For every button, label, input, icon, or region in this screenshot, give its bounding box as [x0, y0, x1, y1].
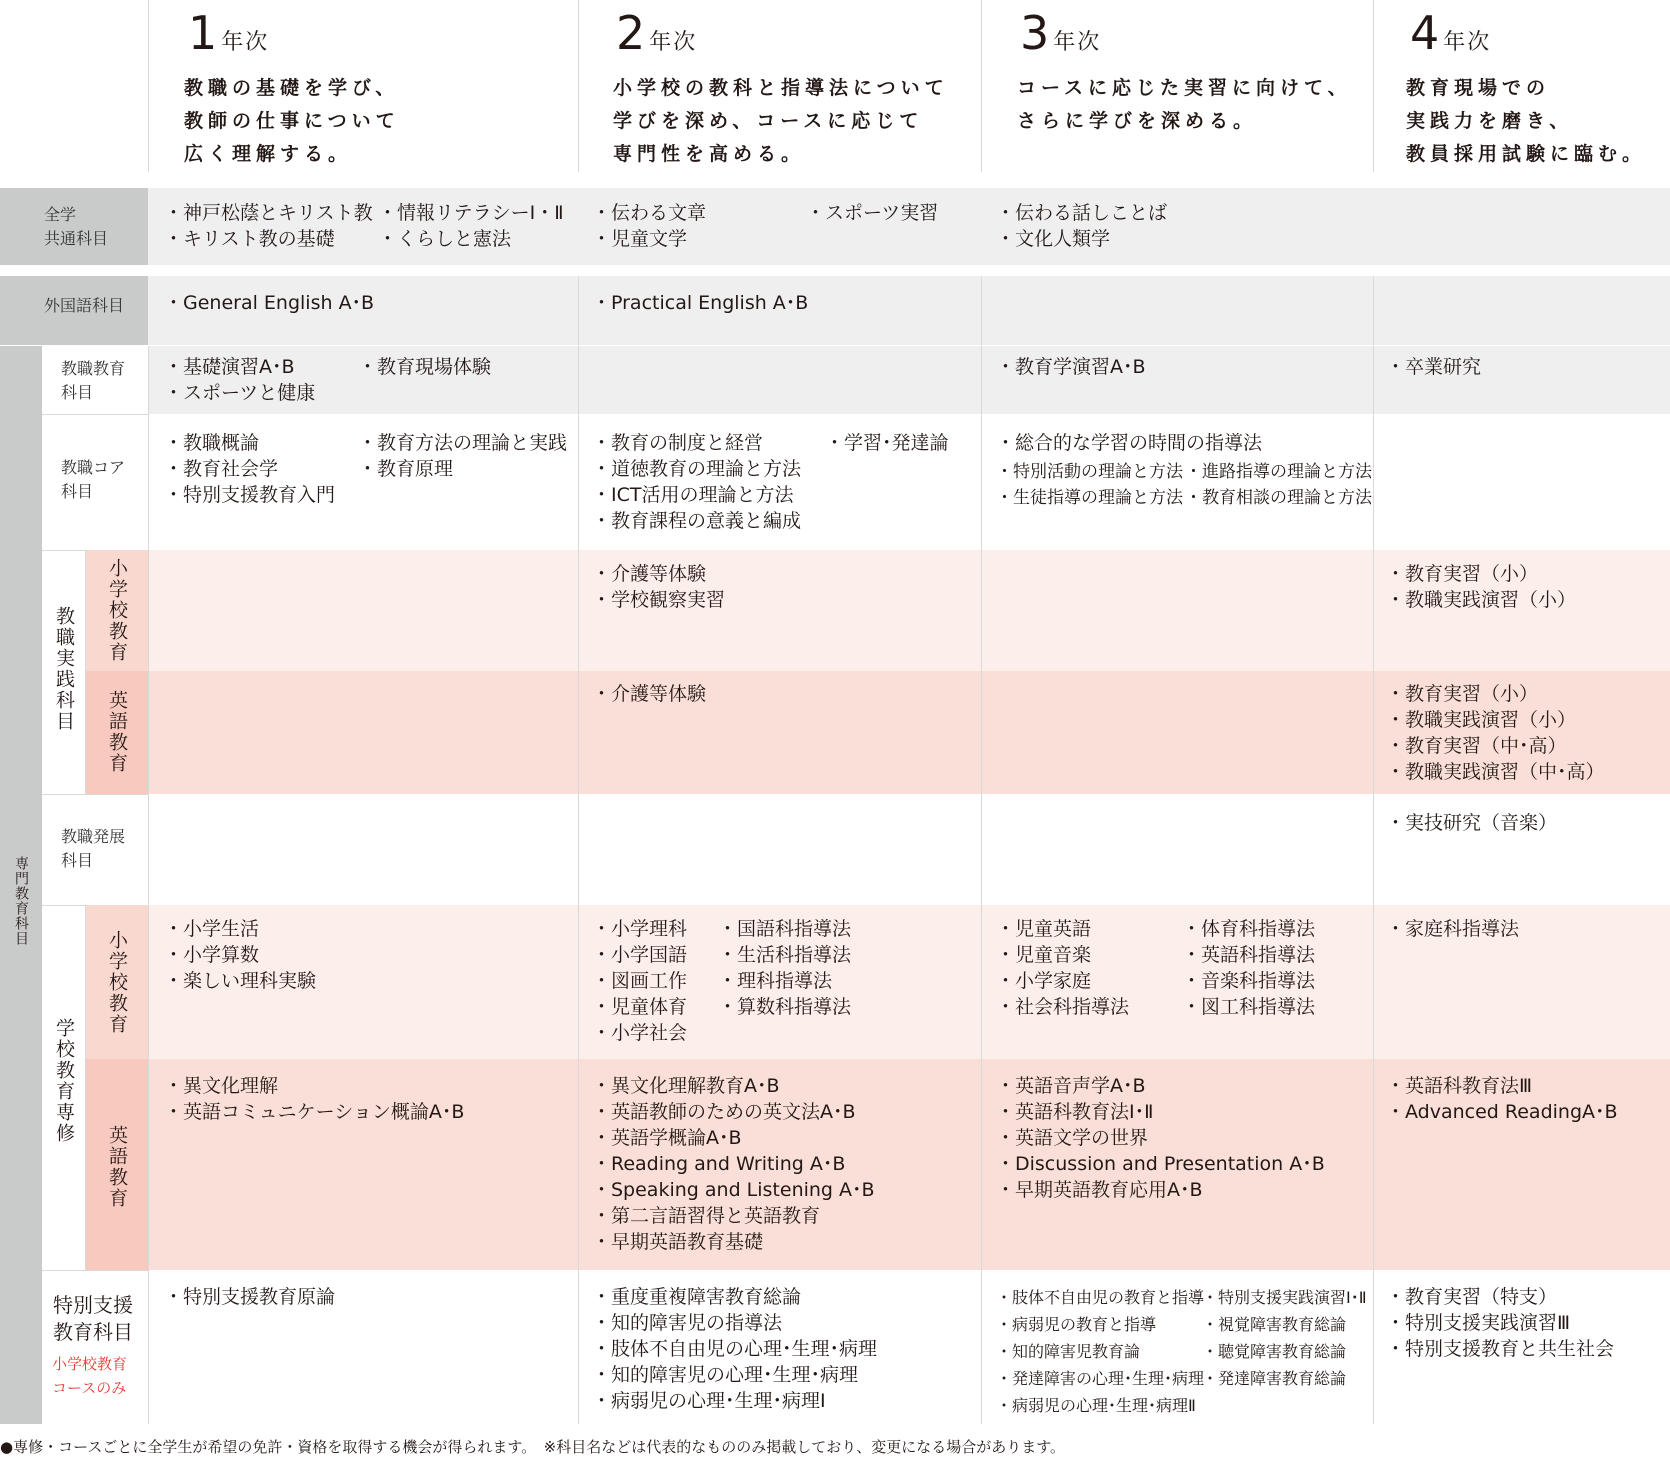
cell-core-y3-a	[996, 459, 1183, 511]
subject-item: ・英語学概論A･B	[592, 1127, 742, 1149]
year-desc-1	[184, 72, 400, 171]
divider	[981, 276, 982, 1424]
subject-item: ・キリスト教の基礎	[164, 228, 335, 250]
label-jissen-eng: 英語教育	[106, 690, 128, 774]
subject-item: ・体育科指導法	[1182, 918, 1316, 940]
label-gs-sho: 小学校教育	[106, 930, 128, 1035]
label-line: 教職コア	[61, 458, 126, 477]
subject-item: ・図画工作	[592, 970, 688, 992]
subject-item: ・Advanced ReadingA･B	[1386, 1101, 1618, 1123]
label-line: 全学	[44, 205, 77, 224]
subject-item: ・総合的な学習の時間の指導法	[996, 432, 1263, 454]
label-jissen-sho: 小学校教育	[106, 558, 128, 663]
subject-item: ・教育方法の理論と実践	[358, 432, 568, 454]
subject-item: ・社会科指導法	[996, 996, 1130, 1018]
subject-item: ・小学生活	[164, 918, 260, 940]
subject-item: ・教職実践演習（中･高）	[1386, 761, 1605, 783]
label-senmon: 専門教育科目	[13, 856, 29, 946]
subject-item: ・国語科指導法	[718, 918, 852, 940]
cell-gs-sho-y3-b	[1182, 916, 1315, 1020]
cell-gs-eng-y2	[592, 1073, 875, 1255]
label-line: 科目	[61, 482, 94, 501]
subject-item: ・教育現場体験	[358, 356, 492, 378]
subject-item: ・算数科指導法	[718, 996, 852, 1018]
cell-core-y1-a	[164, 430, 335, 508]
cell-gs-sho-y3-a	[996, 916, 1129, 1020]
subject-item: ・教育相談の理論と方法	[1185, 488, 1372, 508]
label-gs-eng: 英語教育	[106, 1125, 128, 1209]
subject-item: ・Discussion and Presentation A･B	[996, 1153, 1325, 1175]
label-kyoshoku-core	[61, 456, 125, 504]
label-line: 特別支援	[53, 1293, 133, 1317]
subject-item: ・児童音楽	[996, 944, 1092, 966]
subject-item: ・肢体不自由児の教育と指導	[996, 1288, 1205, 1307]
year-suffix: 年次	[649, 30, 698, 55]
year-desc-2	[613, 72, 949, 171]
cell-common-y1-a	[164, 200, 373, 252]
desc-line: 学びを深め、コースに応じて	[613, 110, 924, 132]
cell-js-eng-y2	[592, 681, 706, 707]
cell-kk-y1-a	[164, 354, 315, 406]
subject-item: ・小学算数	[164, 944, 260, 966]
subject-item: ・特別支援実践演習Ⅰ･Ⅱ	[1202, 1288, 1367, 1307]
subject-item: ・教育課程の意義と編成	[592, 510, 802, 532]
cell-gs-eng-y3	[996, 1073, 1325, 1203]
subject-item: ・知的障害児教育論	[996, 1342, 1141, 1361]
divider	[42, 905, 86, 906]
subject-item: ・生活科指導法	[718, 944, 852, 966]
divider	[1373, 276, 1374, 1424]
subject-item: ・教育実習（小）	[1386, 683, 1539, 705]
subject-item: ・神戸松蔭とキリスト教	[164, 202, 373, 224]
subject-item: ・スポーツ実習	[806, 202, 939, 224]
subject-item: ・小学国語	[592, 944, 688, 966]
label-kyoshoku-kyoiku	[61, 357, 125, 405]
subject-item: ・教職実践演習（小）	[1386, 709, 1577, 731]
desc-line: さらに学びを深める。	[1017, 110, 1258, 132]
subject-item: ・卒業研究	[1386, 356, 1482, 378]
subject-item: ・知的障害児の心理･生理･病理	[592, 1364, 859, 1386]
subject-item: ・楽しい理科実験	[164, 970, 317, 992]
cell-core-y1-b	[358, 430, 567, 482]
divider	[42, 794, 148, 795]
subject-item: ・情報リテラシーⅠ・Ⅱ	[378, 202, 564, 224]
subject-item: ・異文化理解	[164, 1075, 279, 1097]
cell-hatten-y4	[1386, 810, 1557, 836]
subject-item: ・特別支援実践演習Ⅲ	[1386, 1312, 1571, 1334]
subject-item: ・教育社会学	[164, 458, 279, 480]
cell-foreign-y2	[592, 290, 808, 316]
label-line: 科目	[61, 383, 94, 402]
year-number: 3	[1020, 6, 1050, 60]
subject-item: ・肢体不自由児の心理･生理･病理	[592, 1338, 878, 1360]
label-line: 教職教育	[61, 359, 126, 378]
label-line: 共通科目	[44, 229, 109, 248]
label-hatten	[61, 825, 125, 873]
cell-tk-y4	[1386, 1284, 1614, 1362]
desc-line: 教育現場での	[1406, 77, 1551, 99]
desc-line: 小学校の教科と指導法について	[613, 77, 949, 99]
subject-item: ・英語科教育法Ⅰ･Ⅱ	[996, 1101, 1154, 1123]
year-desc-3	[1017, 72, 1352, 138]
desc-line: 教職の基礎を学び、	[184, 77, 400, 99]
subject-item: ・児童文学	[592, 228, 688, 250]
divider	[1373, 0, 1374, 172]
cell-js-sho-y4	[1386, 561, 1576, 613]
label-common	[44, 203, 108, 251]
cell-kk-y4	[1386, 354, 1481, 380]
subject-item: ・伝わる文章	[592, 202, 707, 224]
subject-item: ・基礎演習A･B	[164, 356, 295, 378]
desc-line: コースに応じた実習に向けて、	[1017, 77, 1352, 99]
label-gakko-senshu: 学校教育専修	[53, 1018, 75, 1144]
cell-tk-y3-a	[996, 1284, 1204, 1419]
subject-item: ・進路指導の理論と方法	[1185, 462, 1372, 482]
cell-core-y2-a	[592, 430, 801, 534]
year-header-4	[1410, 6, 1491, 60]
desc-line: 実践力を磨き、	[1406, 110, 1574, 132]
subject-item: ・小学社会	[592, 1022, 688, 1044]
year-header-1	[188, 6, 269, 60]
label-line: 科目	[61, 851, 94, 870]
label-tokubetsu	[53, 1292, 133, 1346]
subject-item: ・道徳教育の理論と方法	[592, 458, 802, 480]
subject-item: ・介護等体験	[592, 563, 707, 585]
year-desc-4	[1406, 72, 1646, 171]
cell-core-y3-b	[1185, 459, 1372, 511]
subject-item: ・家庭科指導法	[1386, 918, 1520, 940]
subject-item: ・小学理科	[592, 918, 688, 940]
divider	[85, 550, 86, 794]
year-number: 2	[616, 6, 646, 60]
cell-kk-y3	[996, 354, 1146, 380]
subject-item: ・伝わる話しことば	[996, 202, 1168, 224]
cell-common-y2-a	[592, 200, 706, 252]
desc-line: 広く理解する。	[184, 143, 353, 165]
cell-common-y3	[996, 200, 1167, 252]
subject-item: ・音楽科指導法	[1182, 970, 1316, 992]
divider	[148, 0, 149, 172]
cell-common-y2-b	[806, 200, 938, 226]
subject-item: ・Speaking and Listening A･B	[592, 1179, 875, 1201]
divider	[42, 1270, 148, 1271]
year-suffix: 年次	[1443, 30, 1492, 55]
cell-tk-y1	[164, 1284, 335, 1310]
subject-item: ・第二言語習得と英語教育	[592, 1205, 821, 1227]
subject-item: ・小学家庭	[996, 970, 1092, 992]
subject-item: ・早期英語教育基礎	[592, 1231, 764, 1253]
subject-item: ・英語文学の世界	[996, 1127, 1149, 1149]
subject-item: ・General English A･B	[164, 292, 375, 314]
cell-foreign-y1	[164, 290, 374, 316]
subject-item: ・特別活動の理論と方法	[996, 462, 1183, 482]
subject-item: ・児童英語	[996, 918, 1092, 940]
subject-item: ・聴覚障害教育総論	[1202, 1342, 1347, 1361]
cell-gs-sho-y2-b	[718, 916, 851, 1020]
subject-item: ・教育学演習A･B	[996, 356, 1146, 378]
label-line: 小学校教育	[52, 1355, 128, 1373]
divider	[981, 0, 982, 172]
subject-item: ・教育実習（小）	[1386, 563, 1539, 585]
subject-item: ・発達障害教育総論	[1202, 1369, 1347, 1388]
cell-js-eng-y4	[1386, 681, 1605, 785]
label-tokubetsu-note	[52, 1352, 127, 1400]
subject-item: ・学校観察実習	[592, 589, 726, 611]
subject-item: ・英語科指導法	[1182, 944, 1316, 966]
subject-item: ・英語科教育法Ⅲ	[1386, 1075, 1533, 1097]
subject-item: ・英語コミュニケーション概論A･B	[164, 1101, 465, 1123]
subject-item: ・理科指導法	[718, 970, 833, 992]
subject-item: ・教育の制度と経営	[592, 432, 764, 454]
subject-item: ・生徒指導の理論と方法	[996, 488, 1183, 508]
subject-item: ・発達障害の心理･生理･病理	[996, 1369, 1205, 1388]
subject-item: ・異文化理解教育A･B	[592, 1075, 780, 1097]
cell-core-y2-b	[825, 430, 949, 456]
subject-item: ・英語音声学A･B	[996, 1075, 1146, 1097]
desc-line: 専門性を高める。	[613, 143, 806, 165]
subject-item: ・早期英語教育応用A･B	[996, 1179, 1203, 1201]
subject-item: ・病弱児の教育と指導	[996, 1315, 1157, 1334]
subject-item: ・病弱児の心理･生理･病理Ⅰ	[592, 1390, 826, 1412]
subject-item: ・特別支援教育入門	[164, 484, 336, 506]
subject-item: ・教育実習（特支）	[1386, 1286, 1558, 1308]
subject-item: ・重度重複障害教育総論	[592, 1286, 802, 1308]
year-header-2	[616, 6, 697, 60]
subject-item: ・Reading and Writing A･B	[592, 1153, 846, 1175]
label-line: 教職発展	[61, 827, 126, 846]
subject-item: ・病弱児の心理･生理･病理Ⅱ	[996, 1396, 1196, 1415]
footer-note: ●専修・コースごとに全学生が希望の免許・資格を取得する機会が得られます。 ※科目名などは代表的なもののみ掲載しており、変更になる場合があります。	[0, 1438, 1066, 1456]
cell-kk-y1-b	[358, 354, 491, 380]
subject-item: ・スポーツと健康	[164, 382, 316, 404]
cell-gs-sho-y1	[164, 916, 316, 994]
subject-item: ・教育実習（中･高）	[1386, 735, 1567, 757]
subject-item: ・介護等体験	[592, 683, 707, 705]
cell-core-y3-top	[996, 430, 1262, 456]
subject-item: ・児童体育	[592, 996, 688, 1018]
subject-item: ・教職概論	[164, 432, 260, 454]
year-suffix: 年次	[1053, 30, 1102, 55]
year-number: 1	[188, 6, 218, 60]
subject-item: ・実技研究（音楽）	[1386, 812, 1558, 834]
divider	[578, 0, 579, 172]
cell-gs-sho-y4	[1386, 916, 1519, 942]
cell-gs-eng-y4	[1386, 1073, 1618, 1125]
label-line: 教育科目	[53, 1320, 133, 1344]
cell-tk-y2	[592, 1284, 877, 1414]
year-header-3	[1020, 6, 1101, 60]
label-jissen: 教職実践科目	[53, 606, 75, 732]
cell-tk-y3-b	[1202, 1284, 1367, 1392]
divider	[578, 276, 579, 1424]
subject-item: ・文化人類学	[996, 228, 1111, 250]
label-foreign: 外国語科目	[44, 296, 125, 315]
label-line: コースのみ	[52, 1379, 127, 1397]
subject-item: ・ICT活用の理論と方法	[592, 484, 794, 506]
cell-gs-sho-y2-a	[592, 916, 687, 1046]
subject-item: ・知的障害児の指導法	[592, 1312, 783, 1334]
subject-item: ・Practical English A･B	[592, 292, 809, 314]
subject-item: ・特別支援教育と共生社会	[1386, 1338, 1615, 1360]
year-number: 4	[1410, 6, 1440, 60]
desc-line: 教員採用試験に臨む。	[1406, 143, 1647, 165]
subject-item: ・図工科指導法	[1182, 996, 1316, 1018]
subject-item: ・教育原理	[358, 458, 454, 480]
divider	[148, 346, 149, 1424]
cell-common-y1-b	[378, 200, 564, 252]
subject-item: ・視覚障害教育総論	[1202, 1315, 1347, 1334]
desc-line: 教師の仕事について	[184, 110, 400, 132]
subject-item: ・くらしと憲法	[378, 228, 512, 250]
cell-js-sho-y2	[592, 561, 725, 613]
divider	[85, 905, 86, 1270]
subject-item: ・特別支援教育原論	[164, 1286, 336, 1308]
subject-item: ・英語教師のための英文法A･B	[592, 1101, 856, 1123]
divider	[42, 550, 86, 551]
cell-gs-eng-y1	[164, 1073, 464, 1125]
year-suffix: 年次	[221, 30, 270, 55]
subject-item: ・学習･発達論	[825, 432, 949, 454]
divider	[42, 414, 148, 415]
subject-item: ・教職実践演習（小）	[1386, 589, 1577, 611]
